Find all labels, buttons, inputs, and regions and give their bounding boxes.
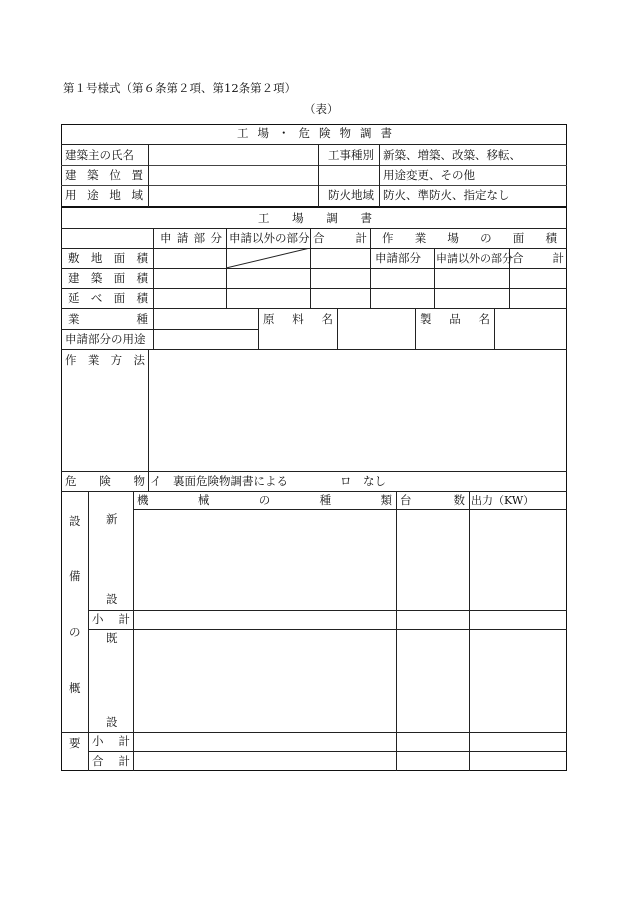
fire-zone-options: 防火、準防火、指定なし [383, 188, 510, 202]
form-title: 工 場 ・ 危 険 物 調 書 [237, 126, 392, 140]
diagonal-slash [226, 248, 310, 268]
col-applied: 申 請 部 分 [160, 231, 222, 245]
use-zone-label: 用 途 地 域 [65, 188, 143, 202]
equipment-total: 合 計 [92, 754, 130, 768]
existing-subtotal: 小 計 [92, 734, 130, 748]
workplace-area-label: 作 業 場 の 面 積 [382, 231, 557, 245]
hazard-option-b: ロ なし [340, 474, 386, 488]
existing-label-top: 既 [106, 631, 118, 645]
sub-applied: 申請部分 [375, 251, 421, 265]
new-subtotal: 小 計 [92, 612, 130, 626]
site-area-label: 敷 地 面 積 [68, 251, 148, 265]
col-count: 台 数 [400, 493, 465, 507]
existing-label-bottom: 設 [106, 715, 118, 729]
equipment-vlabel-4: 概 [69, 681, 81, 695]
hazard-label: 危 険 物 [65, 474, 145, 488]
work-type-options-2: 用途変更、その他 [383, 168, 475, 182]
new-label-top: 新 [106, 512, 118, 526]
raw-material-label: 原 料 名 [263, 312, 333, 326]
work-method-label: 作 業 方 法 [65, 353, 145, 367]
owner-name-label: 建築主の氏名 [65, 148, 134, 162]
building-area-label: 建 築 面 積 [68, 271, 148, 285]
form-number: 第１号様式（第６条第２項、第12条第２項） [63, 81, 297, 95]
building-location-label: 建 築 位 置 [65, 168, 143, 182]
equipment-vlabel-3: の [69, 625, 81, 639]
equipment-vlabel-5: 要 [69, 736, 81, 750]
hazard-option-a: イ 裏面危険物調書による [150, 474, 288, 488]
new-label-bottom: 設 [106, 592, 118, 606]
col-other: 申請以外の部分 [229, 231, 310, 245]
sub-total: 合 計 [512, 251, 564, 265]
work-type-label: 工事種別 [328, 148, 374, 162]
factory-title: 工 場 調 書 [258, 211, 372, 225]
col-machine: 機 械 の 種 類 [137, 493, 392, 507]
equipment-vlabel-2: 備 [69, 569, 81, 583]
equipment-vlabel-1: 設 [69, 514, 81, 528]
col-output: 出力（KW） [471, 494, 535, 507]
applied-use-label: 申請部分の用途 [65, 332, 146, 346]
work-type-options-1: 新築、増築、改築、移転、 [383, 148, 521, 162]
fire-zone-label: 防火地域 [328, 188, 374, 202]
product-label: 製 品 名 [420, 312, 490, 326]
sub-other: 申請以外の部分 [436, 252, 513, 265]
industry-label: 業 種 [68, 312, 148, 326]
col-total: 合 計 [313, 231, 367, 245]
form-side: （表） [304, 102, 339, 116]
floor-area-label: 延 べ 面 積 [68, 291, 148, 305]
